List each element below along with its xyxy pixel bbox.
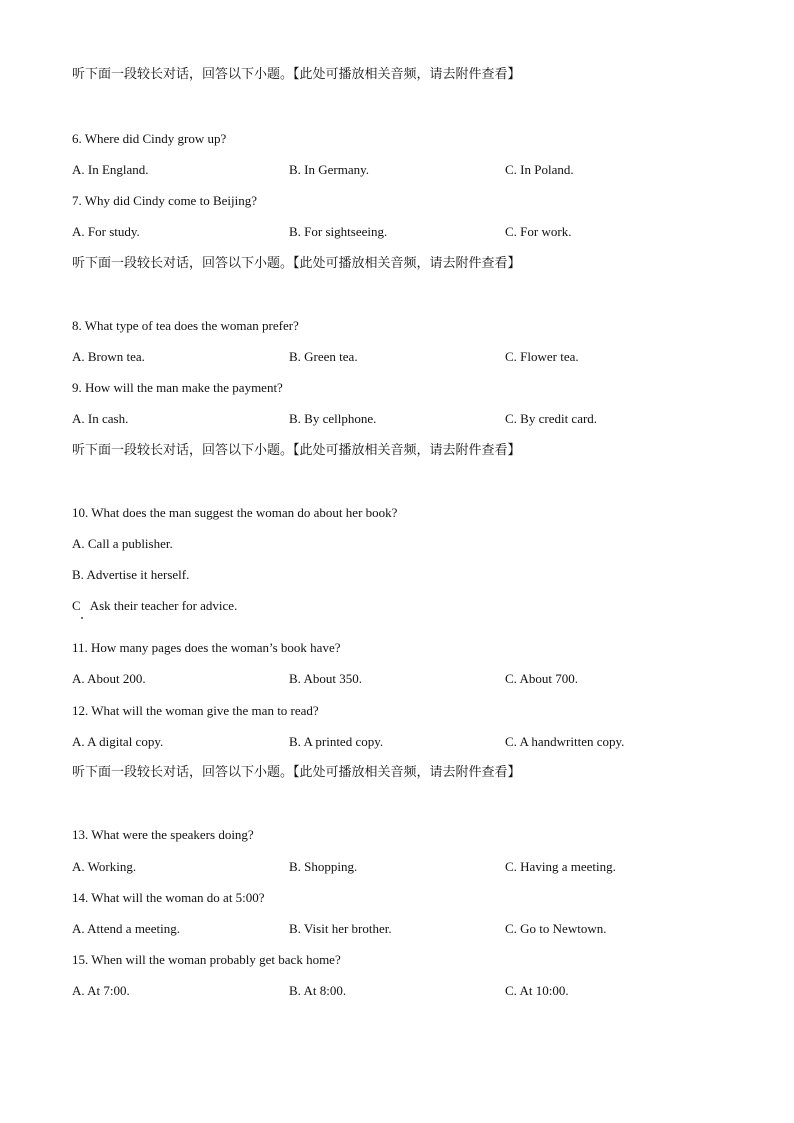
question-14-option-a: A. Attend a meeting. — [72, 921, 180, 936]
question-8-stem: 8. What type of tea does the woman prefer? — [72, 318, 299, 333]
question-12-option-c: C. A handwritten copy. — [505, 734, 625, 749]
question-7-option-c: C. For work. — [505, 224, 572, 239]
question-11-option-c: C. About 700. — [505, 671, 578, 686]
question-10-option-a: A. Call a publisher. — [72, 536, 173, 551]
question-9-option-c: C. By credit card. — [505, 411, 598, 426]
question-8-option-a: A. Brown tea. — [72, 349, 145, 364]
question-7-option-b: B. For sightseeing. — [289, 224, 388, 239]
question-9-option-a: A. In cash. — [72, 411, 129, 426]
question-10-option-c: C Ask their teacher for advice. — [72, 598, 238, 613]
question-15-option-a: A. At 7:00. — [72, 983, 130, 998]
question-15-stem: 15. When will the woman probably get back home? — [72, 952, 341, 967]
question-12-option-b: B. A printed copy. — [289, 734, 384, 749]
question-12-option-a: A. A digital copy. — [72, 734, 164, 749]
question-8-option-b: B. Green tea. — [289, 349, 358, 364]
question-14-option-c: C. Go to Newtown. — [505, 921, 607, 936]
question-6-stem: 6. Where did Cindy grow up? — [72, 131, 227, 146]
question-14-option-b: B. Visit her brother. — [289, 921, 392, 936]
question-9-option-b: B. By cellphone. — [289, 411, 377, 426]
question-6-option-b: B. In Germany. — [289, 162, 370, 177]
question-13-option-a: A. Working. — [72, 859, 137, 874]
question-8-option-c: C. Flower tea. — [505, 349, 579, 364]
section-instruction: 听下面一段较长对话，回答以下小题。【此处可播放相关音频，请去附件查看】 — [72, 443, 521, 458]
question-13-option-b: B. Shopping. — [289, 859, 358, 874]
stray-dot-mark — [81, 617, 83, 619]
question-9-stem: 9. How will the man make the payment? — [72, 380, 283, 395]
question-10-stem: 10. What does the man suggest the woman do about her book? — [72, 505, 398, 520]
section-instruction: 听下面一段较长对话，回答以下小题。【此处可播放相关音频，请去附件查看】 — [72, 765, 521, 780]
question-13-option-c: C. Having a meeting. — [505, 859, 616, 874]
question-6-option-a: A. In England. — [72, 162, 149, 177]
question-11-stem: 11. How many pages does the woman’s book have? — [72, 640, 341, 655]
section-instruction: 听下面一段较长对话，回答以下小题。【此处可播放相关音频，请去附件查看】 — [72, 256, 521, 271]
question-6-option-c: C. In Poland. — [505, 162, 574, 177]
question-12-stem: 12. What will the woman give the man to read? — [72, 703, 319, 718]
question-11-option-a: A. About 200. — [72, 671, 146, 686]
question-10-option-b: B. Advertise it herself. — [72, 567, 190, 582]
question-7-stem: 7. Why did Cindy come to Beijing? — [72, 193, 257, 208]
question-7-option-a: A. For study. — [72, 224, 140, 239]
question-11-option-b: B. About 350. — [289, 671, 362, 686]
question-15-option-c: C. At 10:00. — [505, 983, 569, 998]
section-instruction: 听下面一段较长对话，回答以下小题。【此处可播放相关音频，请去附件查看】 — [72, 67, 521, 82]
question-14-stem: 14. What will the woman do at 5:00? — [72, 890, 265, 905]
question-13-stem: 13. What were the speakers doing? — [72, 827, 254, 842]
question-15-option-b: B. At 8:00. — [289, 983, 347, 998]
